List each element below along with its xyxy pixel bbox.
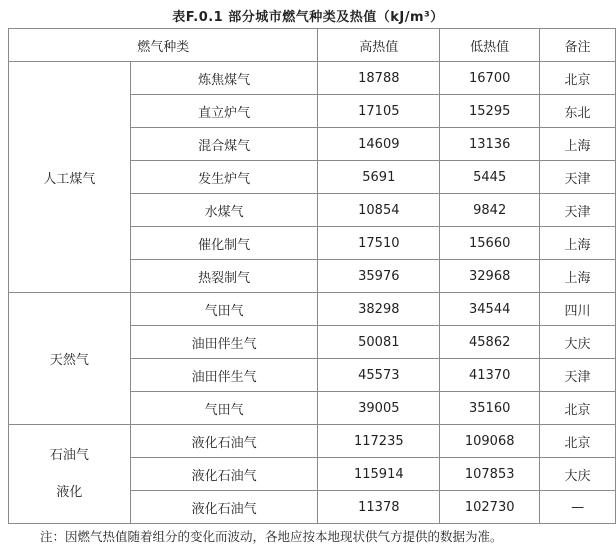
remark: 四川: [540, 293, 616, 326]
low-value: 15295: [440, 95, 540, 128]
low-value: 109068: [440, 425, 540, 458]
remark: 上海: [540, 128, 616, 161]
low-value: 15660: [440, 227, 540, 260]
header-row: [9, 29, 616, 62]
header-gas-type: 燃气种类: [9, 29, 318, 62]
high-value: 50081: [318, 326, 440, 359]
group-natural-gas: 天然气: [9, 293, 131, 425]
low-value: 9842: [440, 194, 540, 227]
low-value: 13136: [440, 128, 540, 161]
gas-name: 热裂制气: [130, 260, 318, 293]
low-value: 107853: [440, 458, 540, 491]
high-value: 10854: [318, 194, 440, 227]
low-value: 102730: [440, 491, 540, 524]
remark: —: [540, 491, 616, 524]
high-value: 115914: [318, 458, 440, 491]
low-value: 16700: [440, 62, 540, 95]
table-title: 表F.0.1 部分城市燃气种类及热值（kJ/m³）: [172, 10, 444, 25]
header-high-heat-value: 高热值: [318, 29, 440, 62]
remark: 天津: [540, 359, 616, 392]
gas-name: 气田气: [130, 293, 318, 326]
high-value: 18788: [318, 62, 440, 95]
header-low-heat-value: 低热值: [440, 29, 540, 62]
low-value: 5445: [440, 161, 540, 194]
gas-name: 液化石油气: [130, 491, 318, 524]
remark: 上海: [540, 227, 616, 260]
table-footnote: 注：因燃气热值随着组分的变化而波动，各地应按本地现状供气方提供的数据为准。: [40, 529, 503, 544]
table-row: [9, 293, 616, 326]
table-row: [9, 62, 616, 95]
gas-name: 液化石油气: [130, 458, 318, 491]
high-value: 117235: [318, 425, 440, 458]
gas-name: 气田气: [130, 392, 318, 425]
table-row: [9, 425, 616, 458]
gas-name: 水煤气: [130, 194, 318, 227]
gas-name: 液化石油气: [130, 425, 318, 458]
low-value: 34544: [440, 293, 540, 326]
remark: 大庆: [540, 326, 616, 359]
remark: 北京: [540, 425, 616, 458]
high-value: 38298: [318, 293, 440, 326]
gas-heat-value-table: [8, 28, 616, 524]
remark: 上海: [540, 260, 616, 293]
gas-name: 直立炉气: [130, 95, 318, 128]
high-value: 11378: [318, 491, 440, 524]
high-value: 14609: [318, 128, 440, 161]
high-value: 45573: [318, 359, 440, 392]
remark: 东北: [540, 95, 616, 128]
group-lpg-line2: 液化: [56, 485, 83, 500]
high-value: 17105: [318, 95, 440, 128]
high-value: 5691: [318, 161, 440, 194]
low-value: 45862: [440, 326, 540, 359]
gas-name: 催化制气: [130, 227, 318, 260]
high-value: 17510: [318, 227, 440, 260]
high-value: 35976: [318, 260, 440, 293]
remark: 北京: [540, 392, 616, 425]
gas-name: 炼焦煤气: [130, 62, 318, 95]
low-value: 32968: [440, 260, 540, 293]
gas-name: 油田伴生气: [130, 326, 318, 359]
gas-name: 油田伴生气: [130, 359, 318, 392]
low-value: 41370: [440, 359, 540, 392]
remark: 天津: [540, 161, 616, 194]
header-remark: 备注: [540, 29, 616, 62]
gas-name: 混合煤气: [130, 128, 318, 161]
remark: 北京: [540, 62, 616, 95]
gas-name: 发生炉气: [130, 161, 318, 194]
remark: 大庆: [540, 458, 616, 491]
high-value: 39005: [318, 392, 440, 425]
low-value: 35160: [440, 392, 540, 425]
group-lpg-line1: 石油气: [49, 448, 89, 463]
group-artificial-gas: 人工煤气: [9, 62, 131, 293]
group-lpg: [9, 425, 131, 524]
remark: 天津: [540, 194, 616, 227]
